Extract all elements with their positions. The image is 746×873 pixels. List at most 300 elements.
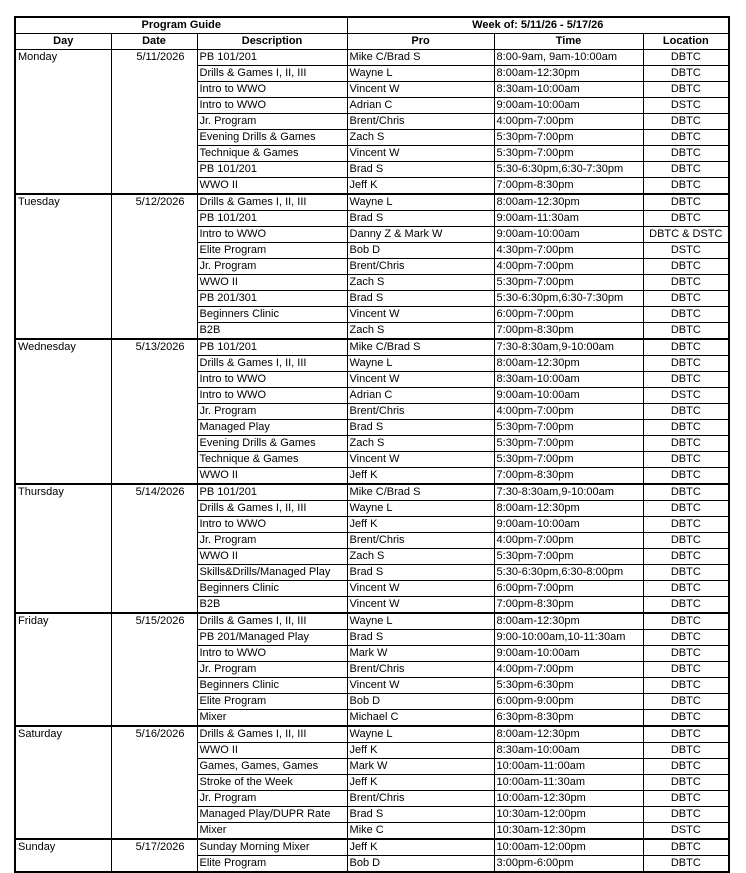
day-cell: [15, 323, 111, 340]
day-cell: [15, 743, 111, 759]
date-cell: [111, 533, 197, 549]
day-cell: [15, 178, 111, 195]
time-cell: 10:00am-11:00am: [494, 759, 643, 775]
date-cell: [111, 372, 197, 388]
table-row: [15, 823, 729, 840]
time-cell: 5:30pm-7:00pm: [494, 146, 643, 162]
pro-cell: Vincent W: [347, 452, 494, 468]
date-cell: 5/14/2026: [111, 484, 197, 501]
pro-cell: Brent/Chris: [347, 259, 494, 275]
day-cell: [15, 275, 111, 291]
pro-cell: Jeff K: [347, 775, 494, 791]
pro-cell: Mark W: [347, 646, 494, 662]
time-cell: 8:30am-10:00am: [494, 743, 643, 759]
date-cell: [111, 162, 197, 178]
time-cell: 10:30am-12:00pm: [494, 807, 643, 823]
time-cell: 4:30pm-7:00pm: [494, 243, 643, 259]
day-cell: [15, 710, 111, 727]
table-row: [15, 839, 729, 856]
description-cell: Stroke of the Week: [197, 775, 347, 791]
date-cell: [111, 356, 197, 372]
time-cell: 5:30-6:30pm,6:30-8:00pm: [494, 565, 643, 581]
time-cell: 8:00am-12:30pm: [494, 356, 643, 372]
time-cell: 4:00pm-7:00pm: [494, 114, 643, 130]
table-row: [15, 259, 729, 275]
pro-cell: Wayne L: [347, 613, 494, 630]
time-cell: 8:00am-12:30pm: [494, 66, 643, 82]
description-cell: Elite Program: [197, 694, 347, 710]
day-cell: [15, 259, 111, 275]
time-cell: 9:00am-10:00am: [494, 227, 643, 243]
pro-cell: Brent/Chris: [347, 662, 494, 678]
pro-cell: Mike C/Brad S: [347, 50, 494, 66]
day-cell: Saturday: [15, 726, 111, 743]
pro-cell: Jeff K: [347, 743, 494, 759]
day-cell: [15, 146, 111, 162]
table-row: [15, 646, 729, 662]
date-cell: [111, 646, 197, 662]
time-cell: 5:30pm-7:00pm: [494, 420, 643, 436]
date-cell: [111, 630, 197, 646]
pro-cell: Brad S: [347, 630, 494, 646]
description-cell: PB 101/201: [197, 484, 347, 501]
date-cell: [111, 807, 197, 823]
description-cell: WWO II: [197, 468, 347, 485]
time-cell: 9:00-10:00am,10-11:30am: [494, 630, 643, 646]
pro-cell: Zach S: [347, 130, 494, 146]
location-cell: DBTC: [643, 759, 729, 775]
date-cell: [111, 291, 197, 307]
table-row: [15, 194, 729, 211]
time-cell: 7:00pm-8:30pm: [494, 597, 643, 614]
table-row: [15, 549, 729, 565]
date-cell: [111, 323, 197, 340]
day-cell: Monday: [15, 50, 111, 66]
location-cell: DSTC: [643, 823, 729, 840]
table-row: [15, 178, 729, 195]
table-row: [15, 452, 729, 468]
location-cell: DBTC: [643, 372, 729, 388]
description-cell: Drills & Games I, II, III: [197, 194, 347, 211]
title-row: [15, 17, 729, 34]
description-cell: Jr. Program: [197, 662, 347, 678]
location-cell: DBTC: [643, 146, 729, 162]
location-cell: DBTC: [643, 597, 729, 614]
description-cell: Intro to WWO: [197, 82, 347, 98]
date-cell: [111, 662, 197, 678]
day-cell: [15, 807, 111, 823]
pro-cell: Wayne L: [347, 66, 494, 82]
location-cell: DBTC: [643, 404, 729, 420]
description-cell: Sunday Morning Mixer: [197, 839, 347, 856]
table-row: [15, 807, 729, 823]
time-cell: 5:30pm-7:00pm: [494, 452, 643, 468]
time-cell: 10:00am-11:30am: [494, 775, 643, 791]
table-row: [15, 388, 729, 404]
pro-cell: Mike C/Brad S: [347, 339, 494, 356]
description-cell: PB 101/201: [197, 339, 347, 356]
day-cell: [15, 517, 111, 533]
date-cell: 5/17/2026: [111, 839, 197, 856]
date-cell: [111, 259, 197, 275]
day-cell: Tuesday: [15, 194, 111, 211]
table-row: [15, 307, 729, 323]
date-cell: [111, 82, 197, 98]
location-cell: DBTC: [643, 468, 729, 485]
description-cell: WWO II: [197, 275, 347, 291]
date-cell: [111, 130, 197, 146]
description-cell: Managed Play/DUPR Rate: [197, 807, 347, 823]
time-cell: 8:00-9am, 9am-10:00am: [494, 50, 643, 66]
description-cell: Elite Program: [197, 856, 347, 873]
location-cell: DBTC: [643, 178, 729, 195]
pro-cell: Wayne L: [347, 356, 494, 372]
location-cell: DBTC: [643, 533, 729, 549]
location-cell: DBTC: [643, 194, 729, 211]
pro-cell: Vincent W: [347, 678, 494, 694]
day-cell: [15, 243, 111, 259]
table-row: [15, 82, 729, 98]
location-cell: DBTC: [643, 565, 729, 581]
day-cell: [15, 775, 111, 791]
pro-cell: Zach S: [347, 549, 494, 565]
description-cell: Drills & Games I, II, III: [197, 613, 347, 630]
description-cell: Elite Program: [197, 243, 347, 259]
time-cell: 7:30-8:30am,9-10:00am: [494, 339, 643, 356]
description-cell: Jr. Program: [197, 259, 347, 275]
time-cell: 8:00am-12:30pm: [494, 613, 643, 630]
day-cell: [15, 404, 111, 420]
description-cell: Games, Games, Games: [197, 759, 347, 775]
day-cell: [15, 162, 111, 178]
week-of-title: Week of: 5/11/26 - 5/17/26: [347, 17, 729, 34]
table-row: [15, 291, 729, 307]
description-cell: Jr. Program: [197, 114, 347, 130]
schedule-body: [15, 50, 729, 873]
day-cell: [15, 98, 111, 114]
day-cell: [15, 549, 111, 565]
table-row: [15, 597, 729, 614]
pro-cell: Wayne L: [347, 501, 494, 517]
date-cell: [111, 452, 197, 468]
location-cell: DBTC: [643, 630, 729, 646]
day-cell: [15, 823, 111, 840]
date-cell: [111, 146, 197, 162]
date-cell: [111, 823, 197, 840]
date-cell: [111, 759, 197, 775]
table-row: [15, 791, 729, 807]
date-cell: 5/13/2026: [111, 339, 197, 356]
pro-cell: Jeff K: [347, 839, 494, 856]
time-cell: 7:00pm-8:30pm: [494, 468, 643, 485]
description-cell: Intro to WWO: [197, 388, 347, 404]
location-cell: DBTC: [643, 66, 729, 82]
description-cell: Beginners Clinic: [197, 307, 347, 323]
description-cell: Drills & Games I, II, III: [197, 356, 347, 372]
date-cell: [111, 227, 197, 243]
date-cell: [111, 743, 197, 759]
date-cell: [111, 775, 197, 791]
table-row: [15, 130, 729, 146]
location-cell: DBTC: [643, 484, 729, 501]
location-cell: DBTC: [643, 275, 729, 291]
time-cell: 8:30am-10:00am: [494, 372, 643, 388]
time-cell: 5:30-6:30pm,6:30-7:30pm: [494, 162, 643, 178]
day-cell: [15, 662, 111, 678]
column-header-time: Time: [494, 34, 643, 50]
date-cell: [111, 388, 197, 404]
table-row: [15, 339, 729, 356]
date-cell: 5/16/2026: [111, 726, 197, 743]
time-cell: 7:30-8:30am,9-10:00am: [494, 484, 643, 501]
description-cell: Evening Drills & Games: [197, 130, 347, 146]
pro-cell: Wayne L: [347, 726, 494, 743]
pro-cell: Zach S: [347, 323, 494, 340]
location-cell: DBTC: [643, 694, 729, 710]
location-cell: DBTC: [643, 291, 729, 307]
table-row: [15, 420, 729, 436]
description-cell: Jr. Program: [197, 791, 347, 807]
day-cell: [15, 452, 111, 468]
time-cell: 9:00am-10:00am: [494, 98, 643, 114]
description-cell: Skills&Drills/Managed Play: [197, 565, 347, 581]
day-cell: Friday: [15, 613, 111, 630]
time-cell: 5:30pm-7:00pm: [494, 549, 643, 565]
location-cell: DBTC: [643, 501, 729, 517]
date-cell: [111, 243, 197, 259]
location-cell: DBTC: [643, 420, 729, 436]
location-cell: DBTC: [643, 678, 729, 694]
description-cell: Jr. Program: [197, 404, 347, 420]
pro-cell: Vincent W: [347, 82, 494, 98]
date-cell: [111, 66, 197, 82]
description-cell: PB 101/201: [197, 162, 347, 178]
description-cell: WWO II: [197, 743, 347, 759]
day-cell: [15, 791, 111, 807]
pro-cell: Zach S: [347, 436, 494, 452]
table-row: [15, 243, 729, 259]
day-cell: [15, 501, 111, 517]
description-cell: Drills & Games I, II, III: [197, 726, 347, 743]
date-cell: [111, 404, 197, 420]
day-cell: [15, 678, 111, 694]
description-cell: Beginners Clinic: [197, 581, 347, 597]
day-cell: Thursday: [15, 484, 111, 501]
description-cell: Intro to WWO: [197, 227, 347, 243]
table-row: [15, 146, 729, 162]
pro-cell: Brad S: [347, 565, 494, 581]
day-cell: [15, 597, 111, 614]
table-row: [15, 743, 729, 759]
pro-cell: Michael C: [347, 710, 494, 727]
time-cell: 5:30pm-7:00pm: [494, 130, 643, 146]
pro-cell: Brad S: [347, 211, 494, 227]
time-cell: 7:00pm-8:30pm: [494, 178, 643, 195]
day-cell: [15, 420, 111, 436]
pro-cell: Zach S: [347, 275, 494, 291]
day-cell: [15, 211, 111, 227]
time-cell: 4:00pm-7:00pm: [494, 662, 643, 678]
location-cell: DBTC: [643, 114, 729, 130]
table-row: [15, 726, 729, 743]
description-cell: WWO II: [197, 549, 347, 565]
description-cell: Drills & Games I, II, III: [197, 501, 347, 517]
location-cell: DBTC: [643, 50, 729, 66]
table-row: [15, 98, 729, 114]
table-row: [15, 856, 729, 873]
pro-cell: Jeff K: [347, 468, 494, 485]
day-cell: [15, 372, 111, 388]
location-cell: DBTC: [643, 549, 729, 565]
table-row: [15, 50, 729, 66]
column-header-pro: Pro: [347, 34, 494, 50]
description-cell: Evening Drills & Games: [197, 436, 347, 452]
date-cell: [111, 710, 197, 727]
location-cell: DBTC: [643, 323, 729, 340]
column-header-location: Location: [643, 34, 729, 50]
pro-cell: Vincent W: [347, 307, 494, 323]
description-cell: Intro to WWO: [197, 372, 347, 388]
date-cell: 5/15/2026: [111, 613, 197, 630]
date-cell: 5/12/2026: [111, 194, 197, 211]
time-cell: 4:00pm-7:00pm: [494, 404, 643, 420]
time-cell: 5:30pm-7:00pm: [494, 275, 643, 291]
location-cell: DBTC: [643, 82, 729, 98]
table-row: [15, 694, 729, 710]
time-cell: 8:00am-12:30pm: [494, 194, 643, 211]
pro-cell: Vincent W: [347, 597, 494, 614]
time-cell: 3:00pm-6:00pm: [494, 856, 643, 873]
location-cell: DBTC: [643, 839, 729, 856]
description-cell: Intro to WWO: [197, 517, 347, 533]
pro-cell: Danny Z & Mark W: [347, 227, 494, 243]
description-cell: Mixer: [197, 823, 347, 840]
pro-cell: Mike C/Brad S: [347, 484, 494, 501]
description-cell: PB 201/301: [197, 291, 347, 307]
time-cell: 4:00pm-7:00pm: [494, 533, 643, 549]
table-row: [15, 759, 729, 775]
pro-cell: Brent/Chris: [347, 404, 494, 420]
location-cell: DSTC: [643, 388, 729, 404]
description-cell: PB 101/201: [197, 211, 347, 227]
table-row: [15, 323, 729, 340]
table-row: [15, 468, 729, 485]
location-cell: DBTC: [643, 211, 729, 227]
description-cell: Jr. Program: [197, 533, 347, 549]
program-guide-title: Program Guide: [15, 17, 347, 34]
table-row: [15, 484, 729, 501]
time-cell: 10:00am-12:00pm: [494, 839, 643, 856]
pro-cell: Mark W: [347, 759, 494, 775]
pro-cell: Brent/Chris: [347, 533, 494, 549]
description-cell: PB 201/Managed Play: [197, 630, 347, 646]
time-cell: 6:00pm-9:00pm: [494, 694, 643, 710]
table-row: [15, 565, 729, 581]
date-cell: [111, 678, 197, 694]
time-cell: 4:00pm-7:00pm: [494, 259, 643, 275]
description-cell: Technique & Games: [197, 452, 347, 468]
description-cell: WWO II: [197, 178, 347, 195]
date-cell: [111, 694, 197, 710]
day-cell: [15, 227, 111, 243]
table-row: [15, 630, 729, 646]
location-cell: DBTC: [643, 775, 729, 791]
time-cell: 9:00am-10:00am: [494, 646, 643, 662]
pro-cell: Adrian C: [347, 388, 494, 404]
table-row: [15, 356, 729, 372]
pro-cell: Mike C: [347, 823, 494, 840]
pro-cell: Brent/Chris: [347, 114, 494, 130]
table-row: [15, 775, 729, 791]
table-row: [15, 227, 729, 243]
table-row: [15, 404, 729, 420]
time-cell: 7:00pm-8:30pm: [494, 323, 643, 340]
column-header-date: Date: [111, 34, 197, 50]
description-cell: B2B: [197, 323, 347, 340]
time-cell: 5:30pm-6:30pm: [494, 678, 643, 694]
day-cell: [15, 856, 111, 873]
location-cell: DSTC: [643, 98, 729, 114]
time-cell: 9:00am-11:30am: [494, 211, 643, 227]
pro-cell: Vincent W: [347, 581, 494, 597]
date-cell: [111, 114, 197, 130]
day-cell: [15, 356, 111, 372]
table-row: [15, 678, 729, 694]
time-cell: 8:30am-10:00am: [494, 82, 643, 98]
date-cell: [111, 468, 197, 485]
location-cell: DBTC: [643, 613, 729, 630]
date-cell: [111, 597, 197, 614]
day-cell: [15, 646, 111, 662]
time-cell: 5:30-6:30pm,6:30-7:30pm: [494, 291, 643, 307]
location-cell: DBTC: [643, 662, 729, 678]
day-cell: [15, 114, 111, 130]
description-cell: B2B: [197, 597, 347, 614]
location-cell: DBTC: [643, 726, 729, 743]
day-cell: [15, 66, 111, 82]
location-cell: DBTC: [643, 581, 729, 597]
day-cell: [15, 759, 111, 775]
description-cell: Drills & Games I, II, III: [197, 66, 347, 82]
table-row: [15, 372, 729, 388]
time-cell: 9:00am-10:00am: [494, 388, 643, 404]
table-row: [15, 613, 729, 630]
day-cell: [15, 581, 111, 597]
day-cell: [15, 694, 111, 710]
location-cell: DSTC: [643, 243, 729, 259]
day-cell: Sunday: [15, 839, 111, 856]
date-cell: [111, 549, 197, 565]
day-cell: [15, 533, 111, 549]
date-cell: [111, 856, 197, 873]
date-cell: [111, 565, 197, 581]
time-cell: 8:00am-12:30pm: [494, 501, 643, 517]
day-cell: [15, 307, 111, 323]
program-guide-table: [14, 16, 730, 873]
table-row: [15, 533, 729, 549]
location-cell: DBTC: [643, 743, 729, 759]
table-row: [15, 211, 729, 227]
time-cell: 10:00am-12:30pm: [494, 791, 643, 807]
time-cell: 6:00pm-7:00pm: [494, 307, 643, 323]
day-cell: [15, 630, 111, 646]
pro-cell: Bob D: [347, 856, 494, 873]
column-header-day: Day: [15, 34, 111, 50]
location-cell: DBTC: [643, 791, 729, 807]
day-cell: [15, 436, 111, 452]
date-cell: [111, 791, 197, 807]
date-cell: [111, 98, 197, 114]
